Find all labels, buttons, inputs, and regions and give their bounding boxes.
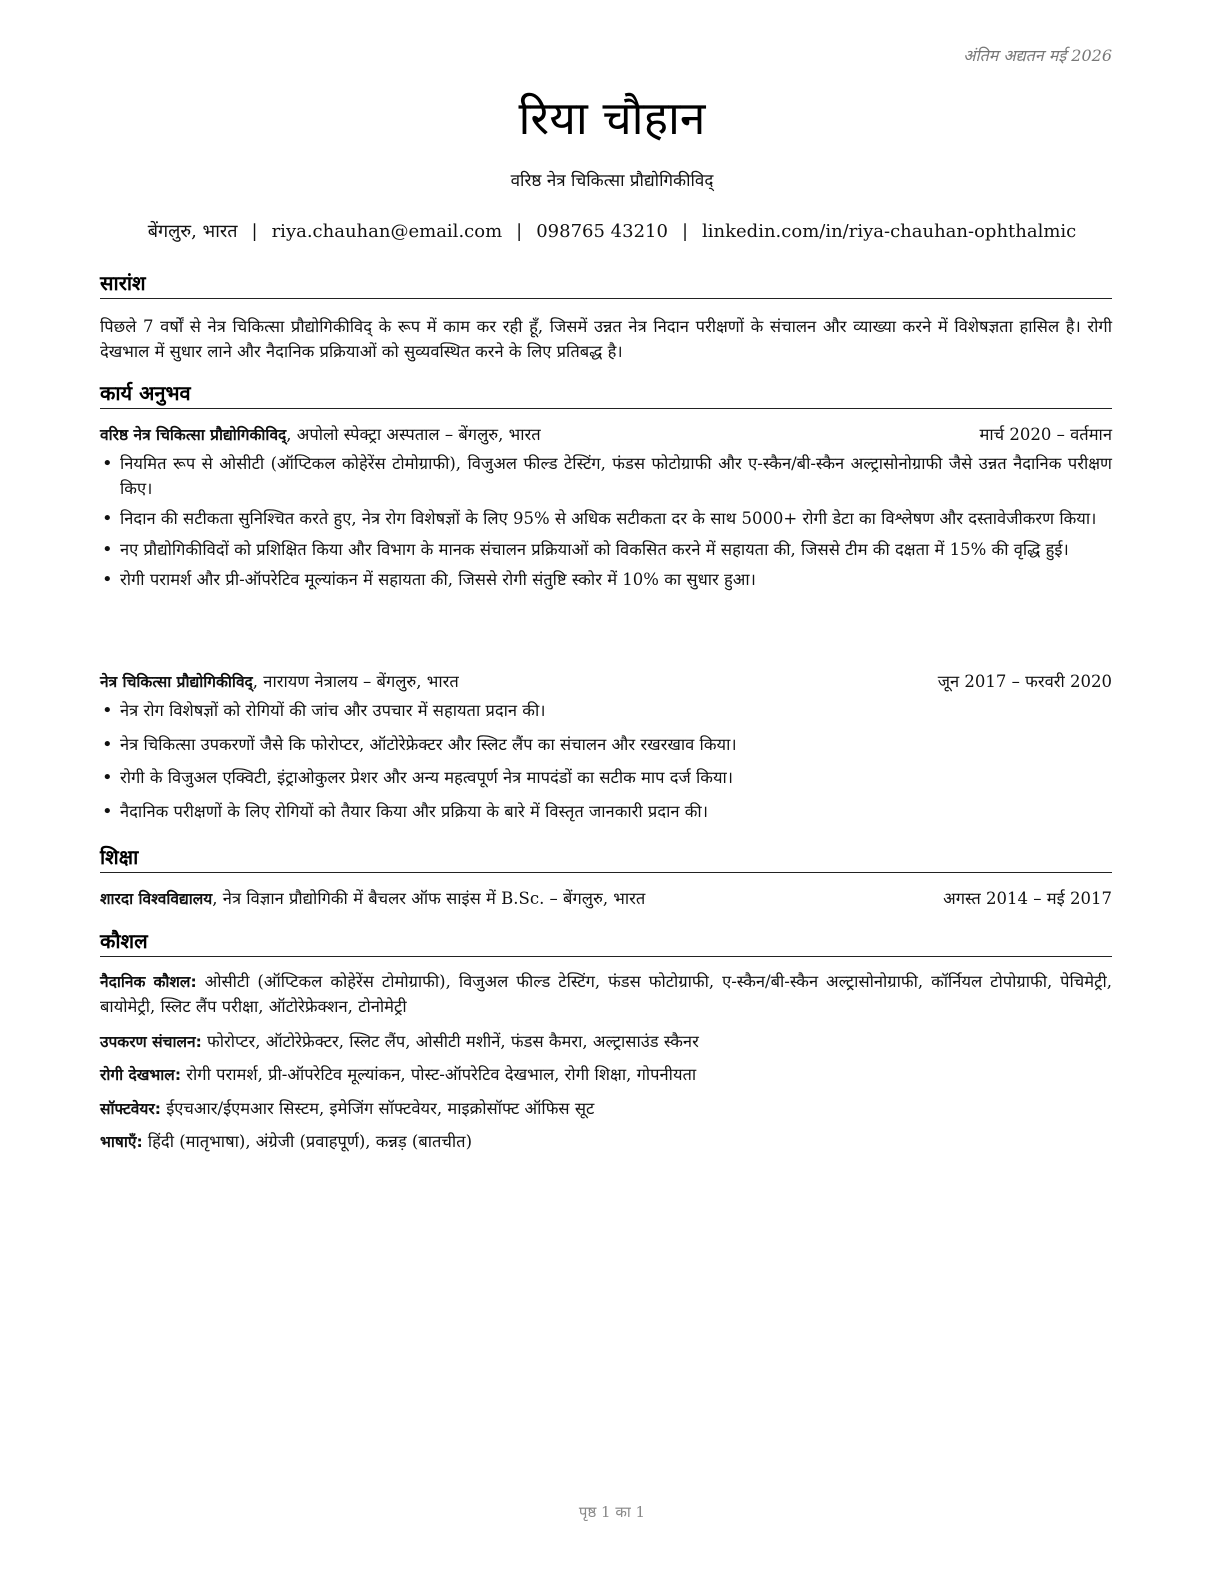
contact-separator: | (251, 221, 258, 242)
job-bullet: • नए प्रौद्योगिकीविदों को प्रशिक्षित किया और विभाग के मानक संचालन प्रक्रियाओं को विकसित करने में सहायता की, जिससे टीम की दक्षता में 15% की वृद्धि हुई। (100, 538, 1112, 563)
skills-heading: कौशल (100, 928, 1112, 957)
skill-item (100, 970, 1112, 1019)
job-org: , नारायण नेत्रालय – बेंगलुरु, भारत (252, 672, 459, 691)
job-bullet: • निदान की सटीकता सुनिश्चित करते हुए, नेत्र रोग विशेषज्ञों के लिए 95% से अधिक सटीकता दर के साथ 5000+ रोगी डेटा का विश्लेषण और दस्तावेजीकरण किया। (100, 507, 1112, 532)
education-dates: अगस्त 2014 – मई 2017 (943, 889, 1112, 908)
contact-linkedin[interactable]: linkedin.com/in/riya-chauhan-ophthalmic (702, 221, 1077, 242)
candidate-name: रिया चौहान (518, 91, 706, 145)
education-degree: , नेत्र विज्ञान प्रौद्योगिकी में बैचलर ऑफ साइंस में B.Sc. – बेंगलुरु, भारत (212, 889, 646, 908)
skill-value: फोरोप्टर, ऑटोरेफ्रेक्टर, स्लिट लैंप, ओसीटी मशीनें, फंडस कैमरा, अल्ट्रासाउंड स्कैनर (201, 1032, 699, 1051)
job-bullet: • रोगी परामर्श और प्री-ऑपरेटिव मूल्यांकन में सहायता की, जिससे रोगी संतुष्टि स्कोर में 10% का सुधार हुआ। (100, 568, 1112, 593)
skill-item (100, 1063, 1112, 1088)
page-number: पृष्ठ 1 का 1 (578, 1503, 646, 1521)
skill-item (100, 1030, 1112, 1055)
job-bullet: • नैदानिक परीक्षणों के लिए रोगियों को तैयार किया और प्रक्रिया के बारे में विस्तृत जानकारी प्रदान की। (100, 800, 1112, 825)
skill-value: ओसीटी (ऑप्टिकल कोहेरेंस टोमोग्राफी), विजुअल फील्ड टेस्टिंग, फंडस फोटोग्राफी, ए-स्कैन/बी-स्कैन अल्ट्रासोनोग्राफी, कॉर्नियल टोपोग्राफी, पेचिमेट्री, बायोमेट्री, स्लिट लैंप परीक्षा, ऑटोरेफ्रेक्शन, टोनोमेट्री (100, 972, 1112, 1016)
skill-label: नैदानिक कौशल: (100, 973, 197, 991)
contact-separator: | (681, 221, 689, 242)
skill-value: हिंदी (मातृभाषा), अंग्रेजी (प्रवाहपूर्ण), कन्नड़ (बातचीत) (142, 1132, 473, 1151)
summary-text: पिछले 7 वर्षों से नेत्र चिकित्सा प्रौद्योगिकीविद् के रूप में काम कर रही हूँ, जिसमें उन्नत नेत्र निदान परीक्षणों के संचालन और व्याख्या करने में विशेषज्ञता हासिल है। रोगी देखभाल में सुधार लाने और नैदानिक प्रक्रियाओं को सुव्यवस्थित करने के लिए प्रतिबद्ध है। (100, 317, 1112, 361)
skill-value: ईएचआर/ईएमआर सिस्टम, इमेजिंग सॉफ्टवेयर, माइक्रोसॉफ्ट ऑफिस सूट (160, 1099, 595, 1118)
job-dates: मार्च 2020 – वर्तमान (979, 425, 1112, 444)
skill-value: रोगी परामर्श, प्री-ऑपरेटिव मूल्यांकन, पोस्ट-ऑपरेटिव देखभाल, रोगी शिक्षा, गोपनीयता (181, 1065, 697, 1084)
education-row (100, 887, 1112, 911)
job-role: वरिष्ठ नेत्र चिकित्सा प्रौद्योगिकीविद् (100, 426, 287, 444)
job-bullet: • रोगी के विजुअल एक्विटी, इंट्राओकुलर प्रेशर और अन्य महत्वपूर्ण नेत्र मापदंडों का सटीक माप दर्ज किया। (100, 766, 1112, 791)
contact-phone: 098765 43210 (536, 221, 668, 242)
job-header (100, 670, 1112, 694)
job-role: नेत्र चिकित्सा प्रौद्योगिकीविद् (100, 673, 253, 691)
job-bullet: • नेत्र चिकित्सा उपकरणों जैसे कि फोरोप्टर, ऑटोरेफ्रेक्टर और स्लिट लैंप का संचालन और रखरखाव किया। (100, 733, 1112, 758)
job-org: , अपोलो स्पेक्ट्रा अस्पताल – बेंगलुरु, भारत (286, 425, 541, 444)
contact-line (0, 219, 1224, 243)
skill-label: सॉफ्टवेयर: (100, 1100, 161, 1118)
job-bullet: • नेत्र रोग विशेषज्ञों को रोगियों की जांच और उपचार में सहायता प्रदान की। (100, 699, 1112, 724)
summary-heading: सारांश (100, 270, 1112, 299)
contact-location: बेंगलुरु, भारत (147, 221, 238, 242)
job-header (100, 423, 1112, 447)
last-updated: अंतिम अद्यतन मई 2026 (963, 46, 1112, 65)
contact-email[interactable]: riya.chauhan@email.com (271, 221, 503, 242)
job-bullets (100, 452, 1112, 593)
education-school: शारदा विश्वविद्यालय (100, 890, 213, 908)
skill-item (100, 1130, 1112, 1155)
experience-heading: कार्य अनुभव (100, 380, 1112, 409)
skill-item (100, 1097, 1112, 1122)
education-heading: शिक्षा (100, 844, 1112, 873)
skill-label: भाषाएँ: (100, 1133, 143, 1151)
skill-label: रोगी देखभाल: (100, 1066, 182, 1084)
job-dates: जून 2017 – फरवरी 2020 (937, 672, 1112, 691)
job-bullets (100, 699, 1112, 824)
contact-separator: | (516, 221, 523, 242)
skill-label: उपकरण संचालन: (100, 1033, 202, 1051)
candidate-title: वरिष्ठ नेत्र चिकित्सा प्रौद्योगिकीविद् (510, 171, 714, 191)
job-bullet: • नियमित रूप से ओसीटी (ऑप्टिकल कोहेरेंस टोमोग्राफी), विजुअल फील्ड टेस्टिंग, फंडस फोटोग्राफी और ए-स्कैन/बी-स्कैन अल्ट्रासोनोग्राफी जैसे उन्नत नैदानिक परीक्षण किए। (100, 452, 1112, 501)
